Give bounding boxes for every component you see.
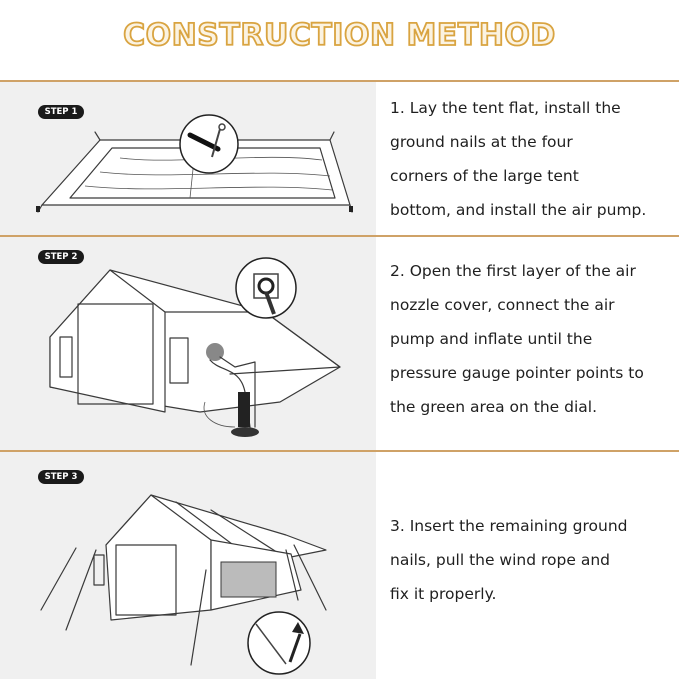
header — [0, 0, 679, 80]
step-2-line-3: pump and inflate until the — [390, 330, 593, 348]
step-1-line-1: 1. Lay the tent flat, install the — [390, 99, 621, 117]
step-3-line-2: nails, pull the wind rope and — [390, 551, 610, 569]
divider-top — [0, 80, 679, 82]
step-2-badge: STEP 2 — [38, 250, 84, 264]
step-2-tent-inflating-illustration — [40, 262, 360, 447]
step-3-description — [390, 509, 675, 611]
ground-nail-closeup-icon — [178, 113, 240, 175]
step-2-line-1: 2. Open the first layer of the air — [390, 262, 636, 280]
step-1-description — [390, 91, 675, 227]
step-2-description — [390, 254, 675, 424]
step-2-line-5: the green area on the dial. — [390, 398, 598, 416]
step-3-badge: STEP 3 — [38, 470, 84, 484]
stake-arrow-closeup-icon — [246, 610, 312, 676]
step-2-line-2: nozzle cover, connect the air — [390, 296, 615, 314]
step-3-line-3: fix it properly. — [390, 585, 497, 603]
air-valve-closeup-icon — [234, 256, 298, 320]
step-1-badge: STEP 1 — [38, 105, 84, 119]
step-3-line-1: 3. Insert the remaining ground — [390, 517, 628, 535]
page-title: CONSTRUCTION METHOD — [123, 18, 556, 53]
step-1-line-2: ground nails at the four — [390, 133, 573, 151]
step-1-line-3: corners of the large tent — [390, 167, 579, 185]
step-2-line-4: pressure gauge pointer points to — [390, 364, 644, 382]
step-1-line-4: bottom, and install the air pump. — [390, 201, 647, 219]
